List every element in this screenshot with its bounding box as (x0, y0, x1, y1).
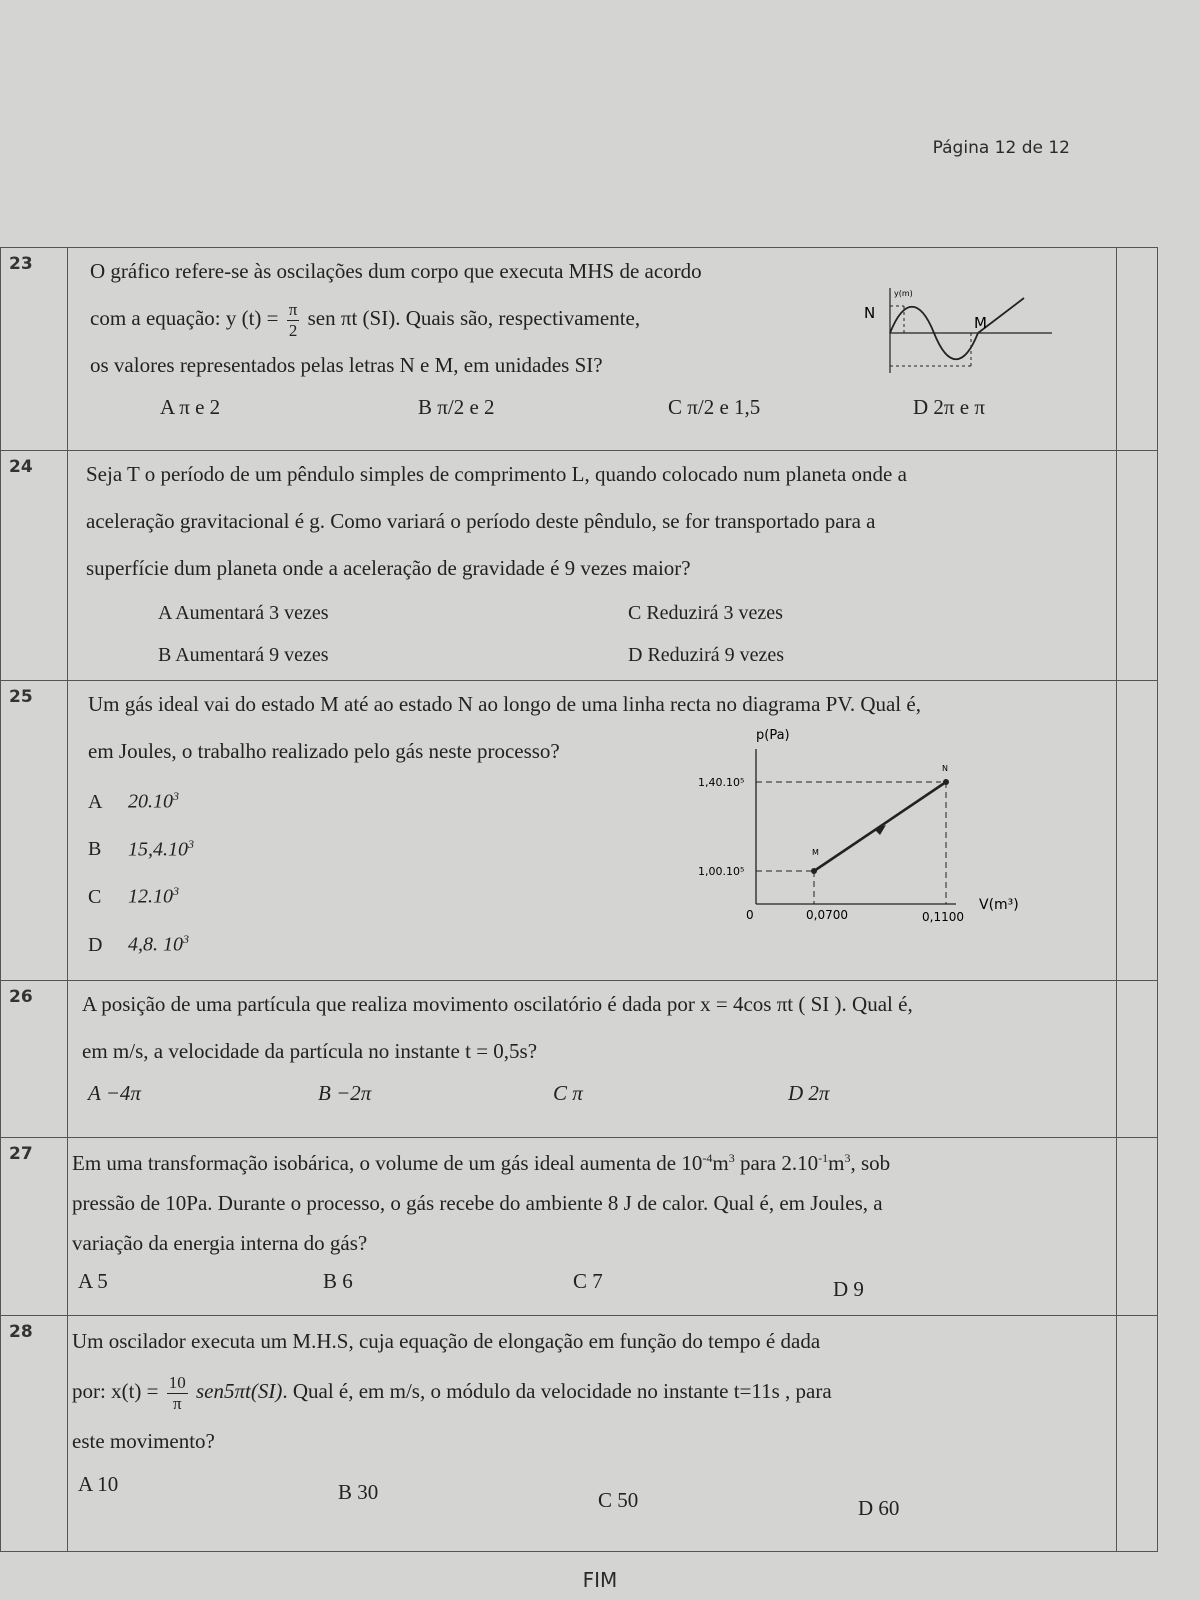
option-b[interactable]: B π/2 e 2 (418, 395, 495, 419)
option-b[interactable]: B 6 (323, 1269, 353, 1293)
option-a[interactable]: A 5 (78, 1269, 108, 1293)
fraction: $\frac{\pi}{2}$ (288, 299, 298, 340)
option-a[interactable]: A −4π (88, 1081, 141, 1105)
y-tick-high: 1,40.10⁵ (698, 776, 745, 789)
question-23 (1, 248, 1158, 451)
question-text: Seja T o período de um pêndulo simples de comprimento L, quando colocado num planeta onde a aceleração gravitacional é g. Como variará o período deste pêndulo, se for transportado para a superfície dum planeta onde a aceleração de gravidade é 9 vezes maior? (86, 462, 907, 580)
label-m: M (974, 314, 987, 332)
option-a[interactable]: A Aumentará 3 vezes (158, 602, 329, 624)
question-number: 27 (1, 1138, 68, 1316)
answer-options (68, 1075, 1116, 1119)
option-d[interactable]: D Reduzirá 9 vezes (628, 644, 785, 666)
pv-diagram (686, 719, 1046, 929)
origin-label: 0 (746, 908, 754, 922)
y-tick-low: 1,00.10⁵ (698, 865, 745, 878)
question-text: Um oscilador executa um M.H.S, cuja equação de elongação em função do tempo é dada por: x(t) = $\frac{10}{\pi}$ sen5πt(SI). Qual é, em m/s, o módulo da velocidade no instante t=11s , para este movimento? (72, 1329, 832, 1453)
option-d[interactable]: D 4,8. $10^3$ (88, 931, 189, 956)
option-b[interactable]: B 15,4.10$^3$ (88, 836, 194, 861)
question-27 (1, 1138, 1158, 1316)
answer-options (68, 1466, 1116, 1524)
page-number: Página 12 de 12 (932, 138, 1070, 158)
x-axis-label: V(m³) (979, 897, 1019, 913)
question-number: 23 (1, 248, 68, 451)
label-n: N (864, 304, 876, 322)
question-number: 26 (1, 981, 68, 1138)
fraction: $\frac{10}{\pi}$ (168, 1372, 186, 1413)
option-d[interactable]: D 2π (788, 1081, 830, 1105)
option-d[interactable]: D 60 (858, 1496, 900, 1520)
answer-options (68, 1263, 1116, 1307)
option-b[interactable]: B 30 (338, 1480, 379, 1504)
option-d[interactable]: D 9 (833, 1277, 864, 1301)
question-24 (1, 451, 1158, 681)
option-c[interactable]: C π/2 e 1,5 (668, 395, 761, 419)
question-25 (1, 681, 1158, 981)
option-a[interactable]: A π e 2 (160, 395, 221, 419)
label-n: N (942, 764, 948, 773)
question-26 (1, 981, 1158, 1138)
y-axis-label: y(m) (894, 289, 913, 298)
end-label: FIM (582, 1568, 618, 1592)
questions-table (0, 247, 1158, 1552)
option-a[interactable]: A 20.10$^3$ (88, 789, 179, 813)
question-text: O gráfico refere-se às oscilações dum corpo que executa MHS de acordo com a equação: y (t) = $\frac{\pi}{2}$ sen πt (SI). Quais são, respectivamente, os valores representados pelas letras N e M, em unidades SI? y(m) N M (68, 248, 1116, 389)
question-number: 25 (1, 681, 68, 981)
question-28 (1, 1316, 1158, 1552)
question-text: A posição de uma partícula que realiza movimento oscilatório é dada por x = 4cos πt ( SI ). Qual é, em m/s, a velocidade da partícula no instante t = 0,5s? (82, 992, 913, 1063)
option-b[interactable]: B Aumentará 9 vezes (158, 644, 329, 666)
option-c[interactable]: C 12.10$^3$ (88, 884, 179, 908)
label-m: M (812, 848, 819, 857)
question-text: Um gás ideal vai do estado M até ao estado N ao longo de uma linha recta no diagrama PV. Qual é, em Joules, o trabalho realizado pelo gás neste processo? (88, 692, 921, 763)
option-c[interactable]: C Reduzirá 3 vezes (628, 602, 783, 624)
option-c[interactable]: C π (553, 1081, 583, 1105)
option-b[interactable]: B −2π (318, 1081, 372, 1105)
x-tick-m: 0,0700 (806, 908, 848, 922)
option-d[interactable]: D 2π e π (913, 395, 985, 419)
answer-options (68, 389, 1116, 433)
answer-options (68, 592, 1116, 676)
process-line (814, 782, 946, 871)
x-tick-n: 0,1100 (922, 910, 964, 924)
oscillation-graph (864, 288, 1056, 378)
option-c[interactable]: C 50 (598, 1488, 639, 1512)
option-a[interactable]: A 10 (78, 1472, 119, 1496)
question-text: Em uma transformação isobárica, o volume de um gás ideal aumenta de $10^{-4}m^3$ para $2.10^{-1}m^3$, sob pressão de 10Pa. Durante o processo, o gás recebe do ambiente 8 J de calor. Qual é, em Joules, a variação da energia interna do gás? (72, 1151, 891, 1255)
question-number: 24 (1, 451, 68, 681)
option-c[interactable]: C 7 (573, 1269, 603, 1293)
question-number: 28 (1, 1316, 68, 1552)
y-axis-label: p(Pa) (756, 728, 790, 743)
